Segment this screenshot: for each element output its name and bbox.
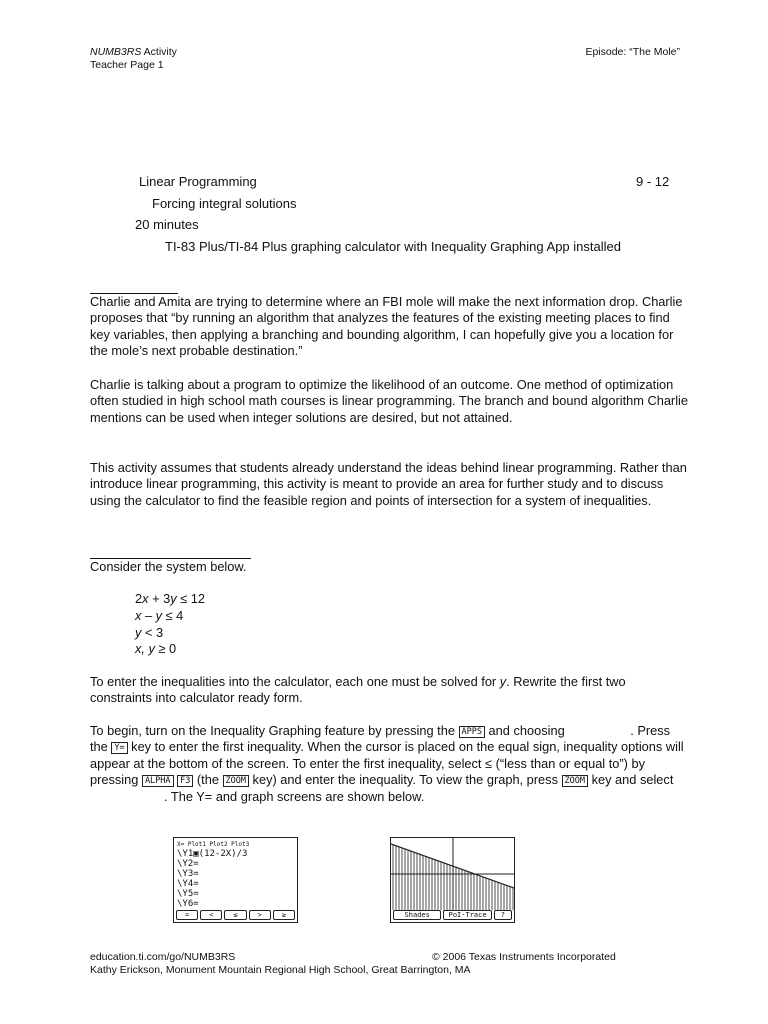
inequality-2: x – y ≤ 4	[135, 608, 184, 623]
topic: Linear Programming	[139, 174, 257, 189]
softkey-lt: <	[200, 910, 222, 920]
calc-y5-line: \Y5=	[177, 889, 199, 899]
calculator-y-screen	[173, 837, 298, 923]
footer-url: education.ti.com/go/NUMB3RS	[90, 951, 236, 963]
f3-key-icon: F3	[177, 775, 193, 787]
page-label: Teacher Page 1	[90, 59, 164, 71]
intro-paragraph-2: Charlie is talking about a program to optimize the likelihood of an outcome. One method of optimization often studied in high school math courses is linear programming. The branch and bound algorithm Charlie mentions can be used when integer solutions are desired, but not attained.	[90, 377, 688, 425]
begin-paragraph: To begin, turn on the Inequality Graphing feature by pressing the APPS and choosing . Press the Y= key to enter the first inequality. When the cursor is placed on the equal sign, inequality options will appear at the bottom of the screen. To enter the first inequality, select ≤ (“less than or equal to”) by pressing ALPHA F3 (the ZOOM key) and enter the inequality. To view the graph, press ZOOM key and select . The Y= and graph screens are shown below.	[90, 723, 684, 804]
calc-y4-line: \Y4=	[177, 879, 199, 889]
calc-y3-line: \Y3=	[177, 869, 199, 879]
objective: Forcing integral solutions	[152, 196, 297, 211]
calc-y1-line: \Y1▣(12-2X)/3	[177, 849, 248, 859]
activity-title	[90, 46, 177, 59]
calc-y2-line: \Y2=	[177, 859, 199, 869]
softkey-shades: Shades	[393, 910, 441, 920]
grade-level: 9 - 12	[636, 174, 670, 189]
inequality-4: x, y ≥ 0	[135, 641, 177, 656]
footer-author: Kathy Erickson, Monument Mountain Regional High School, Great Barrington, MA	[90, 964, 471, 976]
materials: TI-83 Plus/TI-84 Plus graphing calculator with Inequality Graphing App installed	[165, 239, 621, 254]
softkey-eq: =	[176, 910, 198, 920]
intro-paragraph-1: Charlie and Amita are trying to determine where an FBI mole will make the next information drop. Charlie proposes that “by running an algorithm that analyzes the features of the existing meeting places to find key variables, then applying a branching and bounding algorithm, I can hopefully give you a location for the mole’s next probable destination.”	[90, 294, 683, 359]
activity-word: Activity	[141, 46, 177, 58]
inequality-1: 2x + 3y ≤ 12	[135, 591, 206, 606]
softkey-gt: >	[249, 910, 271, 920]
calc-softkey-bar	[176, 910, 295, 920]
calculator-graph-screen	[390, 837, 515, 923]
softkey-poi-trace: PoI-Trace	[443, 910, 491, 920]
activity-name: NUMB3RS	[90, 46, 142, 58]
footer-copyright: © 2006 Texas Instruments Incorporated	[432, 951, 616, 963]
calc-y6-line: \Y6=	[177, 899, 199, 909]
episode-label: Episode: “The Mole”	[585, 46, 680, 58]
softkey-ge: ≥	[273, 910, 295, 920]
intro-paragraph-3: This activity assumes that students already understand the ideas behind linear programming. Rather than introduce linear programming, this activity is meant to provide an area for further study and to discuss using the calculator to find the feasible region and points of intersection for a system of inequalities.	[90, 460, 687, 508]
softkey-help: ?	[494, 910, 512, 920]
alpha-key-icon: ALPHA	[142, 775, 174, 787]
calc-plot-row: X= Plot1 Plot2 Plot3	[177, 841, 250, 848]
softkey-le: ≤	[224, 910, 246, 920]
discussion-lead: Consider the system below.	[90, 559, 247, 574]
y-equals-key-icon: Y=	[111, 742, 127, 754]
calc-graph-softkey-bar	[393, 910, 512, 920]
inequality-3: y < 3	[135, 625, 164, 640]
zoom-key-icon: ZOOM	[223, 775, 249, 787]
apps-key-icon: APPS	[459, 726, 485, 738]
zoom-key-icon: ZOOM	[562, 775, 588, 787]
enter-paragraph: To enter the inequalities into the calculator, each one must be solved for y. Rewrite the first two constraints into calculator ready form.	[90, 674, 626, 706]
time-required: 20 minutes	[135, 217, 199, 232]
